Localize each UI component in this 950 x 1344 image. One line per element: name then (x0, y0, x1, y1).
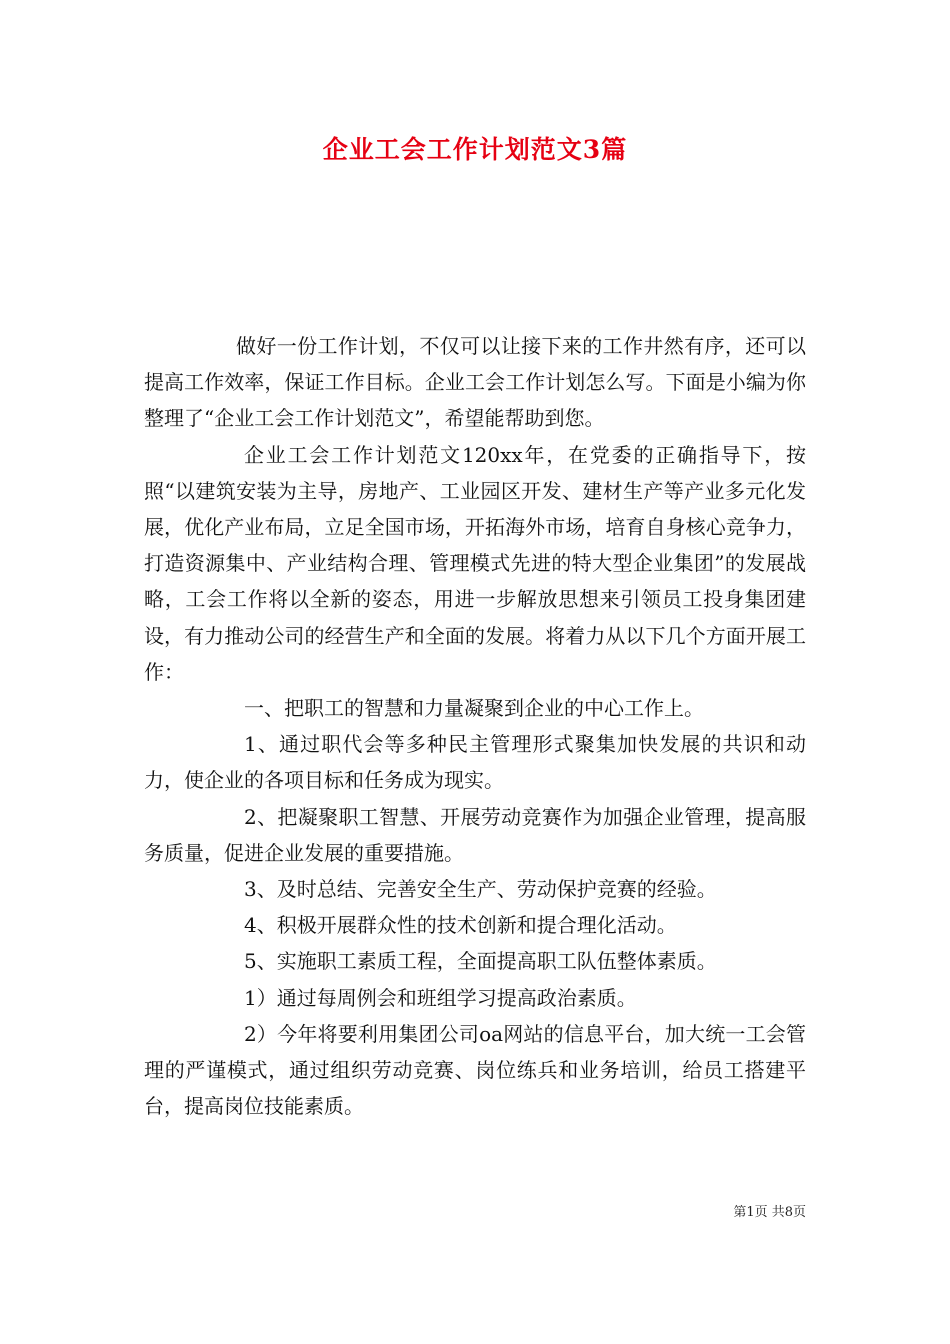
document-title: 企业工会工作计划范文3篇 (322, 135, 628, 164)
paragraph-item-5: 5、实施职工素质工程，全面提高职工队伍整体素质。 (244, 949, 717, 974)
paragraph-item-4: 4、积极开展群众性的技术创新和提合理化活动。 (244, 913, 677, 938)
paragraph-section-1: 一、把职工的智慧和力量凝聚到企业的中心工作上。 (244, 696, 704, 721)
paragraph-item-3: 3、及时总结、完善安全生产、劳动保护竞赛的经验。 (244, 877, 717, 902)
paragraph-subitem-2: 2）今年将要利用集团公司oa网站的信息平台，加大统一工会管理的严谨模式，通过组织劳动竞赛、岗位练兵和业务培训，给员工搭建平台，提高岗位技能素质。 (144, 1021, 806, 1119)
document-body (144, 328, 806, 1124)
paragraph-subitem-1: 1）通过每周例会和班组学习提高政治素质。 (244, 985, 637, 1010)
paragraph-item-1: 1、通过职代会等多种民主管理形式聚集加快发展的共识和动力，使企业的各项目标和任务成为现实。 (144, 732, 806, 793)
page-number-footer: 第1页 共8页 (733, 1205, 806, 1220)
paragraph-plan-overview: 企业工会工作计划范文120xx年，在党委的正确指导下，按照“以建筑安装为主导，房地产、工业园区开发、建材生产等产业多元化发展，优化产业布局，立足全国市场，开拓海外市场，培育自身核心竞争力，打造资源集中、产业结构合理、管理模式先进的特大型企业集团”的发展战略，工会工作将以全新的姿态，用进一步解放思想来引领员工投身集团建设，有力推动公司的经营生产和全面的发展。将着力从以下几个方面开展工作： (144, 442, 806, 684)
paragraph-item-2: 2、把凝聚职工智慧、开展劳动竞赛作为加强企业管理，提高服务质量，促进企业发展的重要措施。 (144, 804, 806, 865)
paragraph-intro: 做好一份工作计划，不仅可以让接下来的工作井然有序，还可以提高工作效率，保证工作目标。企业工会工作计划怎么写。下面是小编为你整理了“企业工会工作计划范文”，希望能帮助到您。 (144, 334, 806, 431)
